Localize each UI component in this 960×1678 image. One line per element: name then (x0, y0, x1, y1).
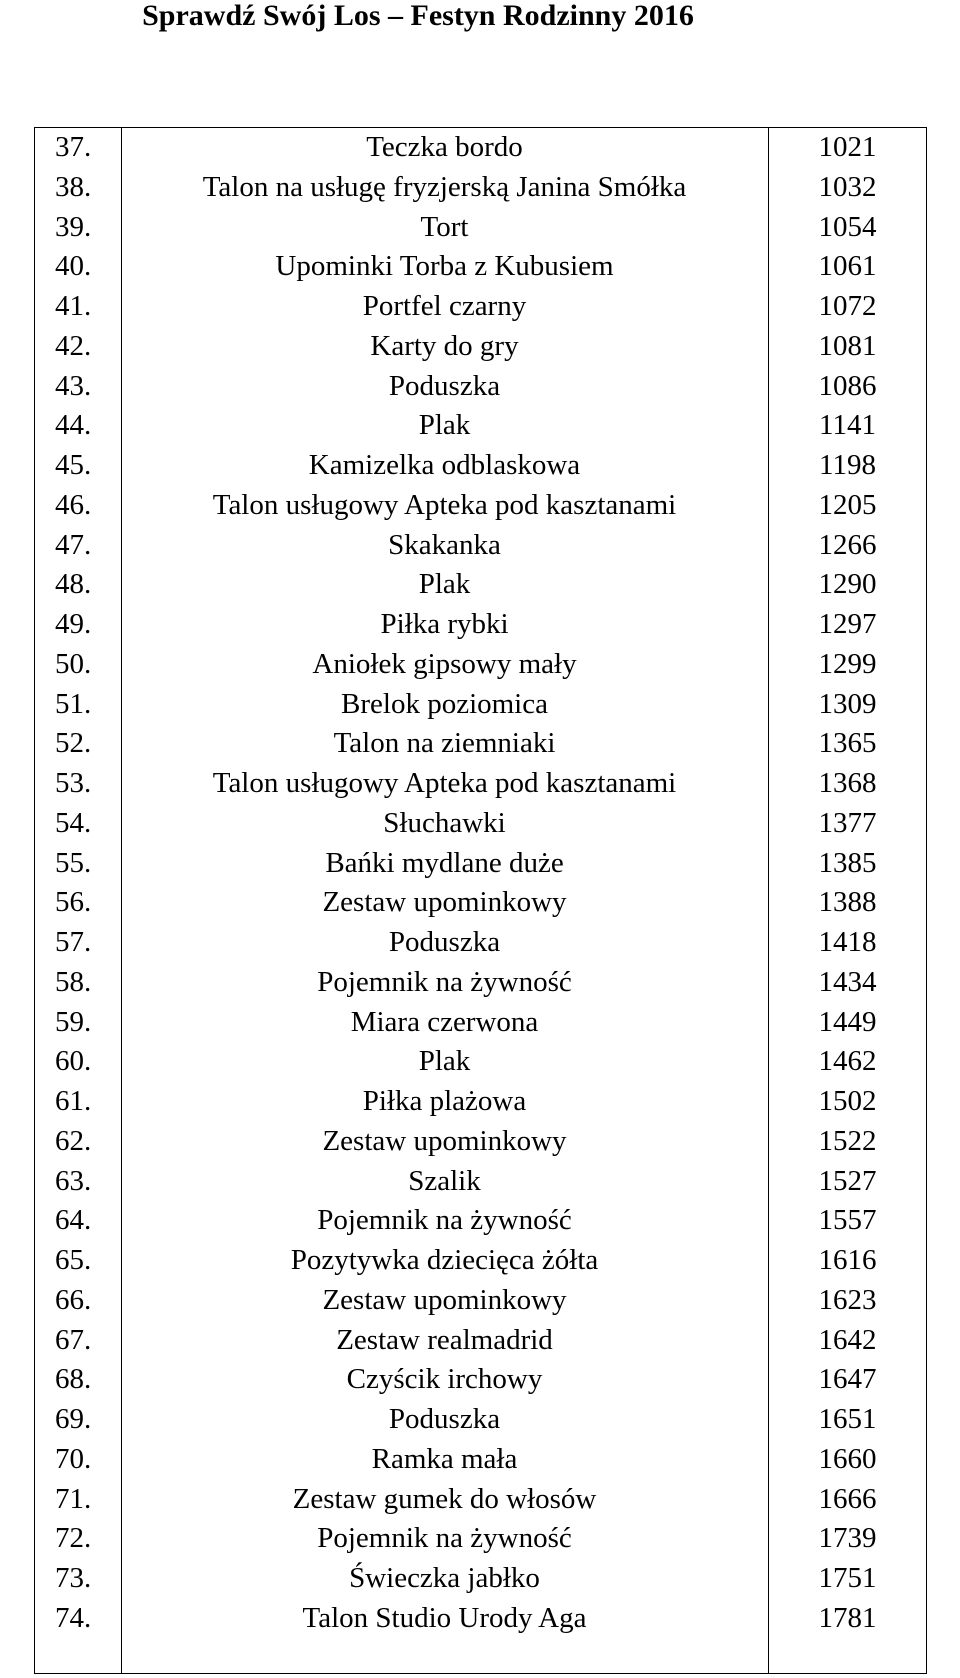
row-number: 66. (55, 1283, 92, 1316)
row-number: 53. (55, 767, 92, 799)
table-row (34, 208, 927, 248)
ticket-number: 1522 (818, 1124, 877, 1157)
ticket-number: 1309 (818, 687, 877, 720)
ticket-number: 1297 (818, 608, 877, 640)
ticket-number: 1739 (818, 1522, 877, 1555)
ticket-number: 1290 (818, 568, 877, 601)
prize-name: Poduszka (388, 369, 501, 402)
prize-name: Aniołek gipsowy mały (312, 647, 577, 680)
table-row (34, 804, 927, 844)
prize-name: Zestaw upominkowy (322, 886, 567, 919)
prize-name: Plak (418, 409, 471, 442)
ticket-number: 1385 (818, 846, 877, 879)
row-number: 65. (55, 1244, 92, 1276)
row-number: 61. (55, 1085, 92, 1117)
ticket-number: 1141 (819, 409, 876, 442)
row-number: 41. (55, 290, 92, 322)
row-number: 45. (55, 449, 92, 481)
prize-name: Zestaw upominkowy (322, 1283, 567, 1316)
prize-name: Plak (418, 1045, 471, 1078)
prize-name: Piłka plażowa (362, 1085, 527, 1117)
row-number: 73. (55, 1562, 92, 1594)
table-row (34, 247, 927, 287)
row-number: 63. (55, 1164, 92, 1197)
row-number: 58. (55, 965, 92, 998)
row-number: 39. (55, 210, 92, 243)
prize-name: Poduszka (388, 1403, 501, 1435)
table-row (34, 1321, 927, 1361)
prize-name: Plak (418, 568, 471, 601)
ticket-number: 1616 (818, 1244, 877, 1276)
prize-name: Słuchawki (383, 806, 506, 839)
ticket-number: 1751 (818, 1562, 877, 1594)
row-number: 64. (55, 1204, 92, 1237)
table-row (34, 1440, 927, 1480)
table-row (34, 128, 927, 168)
ticket-number: 1388 (818, 886, 877, 919)
row-number: 69. (55, 1403, 92, 1435)
row-number: 74. (55, 1601, 92, 1634)
prize-name: Skakanka (388, 528, 501, 561)
table-row (34, 406, 927, 446)
ticket-number: 1502 (818, 1085, 877, 1117)
table-row (34, 1042, 927, 1082)
row-number: 43. (55, 369, 92, 402)
ticket-number: 1032 (818, 170, 877, 203)
table-row (34, 168, 927, 208)
prize-name: Szalik (408, 1164, 481, 1197)
row-number: 55. (55, 846, 92, 879)
table-row (34, 1082, 927, 1122)
table-row (34, 1599, 927, 1639)
prize-name: Zestaw realmadrid (336, 1323, 553, 1356)
prize-name: Karty do gry (370, 329, 519, 362)
ticket-number: 1054 (818, 210, 877, 243)
row-number: 44. (55, 409, 92, 442)
prize-name: Tort (420, 210, 469, 243)
row-number: 56. (55, 886, 92, 919)
table-row (34, 486, 927, 526)
prize-name: Upominki Torba z Kubusiem (275, 250, 614, 283)
table-row (34, 1400, 927, 1440)
ticket-number: 1449 (818, 1005, 877, 1038)
table-row (34, 1281, 927, 1321)
table-row (34, 1241, 927, 1281)
prize-name: Świeczka jabłko (349, 1562, 540, 1594)
ticket-number: 1205 (818, 488, 877, 521)
row-number: 37. (55, 131, 92, 163)
ticket-number: 1377 (818, 806, 877, 839)
row-number: 67. (55, 1323, 92, 1356)
table-row (34, 724, 927, 764)
row-number: 50. (55, 647, 92, 680)
prize-name: Miara czerwona (350, 1005, 539, 1038)
table-row (34, 923, 927, 963)
prize-name: Zestaw gumek do włosów (292, 1482, 597, 1515)
row-number: 40. (55, 250, 92, 283)
row-number: 72. (55, 1522, 92, 1555)
table-row (34, 1003, 927, 1043)
table-row (34, 367, 927, 407)
ticket-number: 1660 (818, 1442, 877, 1475)
row-number: 52. (55, 727, 92, 760)
prize-name: Bańki mydlane duże (325, 846, 564, 879)
ticket-number: 1781 (818, 1601, 877, 1634)
ticket-number: 1365 (818, 727, 877, 760)
ticket-number: 1651 (818, 1403, 877, 1435)
prize-name: Teczka bordo (366, 131, 523, 163)
table-row (34, 963, 927, 1003)
ticket-number: 1418 (818, 926, 877, 958)
ticket-number: 1642 (818, 1323, 877, 1356)
row-number: 47. (55, 528, 92, 561)
ticket-number: 1647 (818, 1363, 877, 1396)
row-number: 48. (55, 568, 92, 601)
prize-name: Pozytywka dziecięca żółta (290, 1244, 599, 1276)
table-row (34, 565, 927, 605)
row-number: 54. (55, 806, 92, 839)
prize-name: Talon Studio Urody Aga (302, 1601, 587, 1634)
table-row (34, 605, 927, 645)
table-row (34, 1162, 927, 1202)
table-row (34, 446, 927, 486)
ticket-number: 1557 (818, 1204, 877, 1237)
table-row (34, 764, 927, 804)
prize-name: Pojemnik na żywność (317, 1522, 572, 1555)
ticket-number: 1368 (818, 767, 877, 799)
ticket-number: 1061 (818, 250, 877, 283)
prize-name: Ramka mała (371, 1442, 518, 1475)
table-row (34, 1122, 927, 1162)
row-number: 70. (55, 1442, 92, 1475)
row-number: 51. (55, 687, 92, 720)
prize-name: Piłka rybki (380, 608, 509, 640)
row-number: 42. (55, 329, 92, 362)
ticket-number: 1299 (818, 647, 877, 680)
table-row (34, 685, 927, 725)
table-row (34, 645, 927, 685)
ticket-number: 1666 (818, 1482, 877, 1515)
prize-name: Talon na ziemniaki (333, 727, 556, 760)
table-row (34, 1519, 927, 1559)
table-row (34, 327, 927, 367)
document-title: Sprawdź Swój Los – Festyn Rodzinny 2016 (142, 0, 694, 32)
ticket-number: 1081 (818, 329, 877, 362)
row-number: 59. (55, 1005, 92, 1038)
ticket-number: 1623 (818, 1283, 877, 1316)
prize-name: Talon na usługę fryzjerską Janina Smółka (202, 170, 687, 203)
table-row (34, 526, 927, 566)
table-row (34, 1559, 927, 1599)
table-row (34, 1360, 927, 1400)
ticket-number: 1434 (818, 965, 877, 998)
prize-name: Pojemnik na żywność (317, 1204, 572, 1237)
table-row (34, 883, 927, 923)
row-number: 71. (55, 1482, 92, 1515)
ticket-number: 1072 (818, 290, 877, 322)
row-number: 62. (55, 1124, 92, 1157)
table-row (34, 287, 927, 327)
prize-name: Pojemnik na żywność (317, 965, 572, 998)
row-number: 49. (55, 608, 92, 640)
prize-name: Kamizelka odblaskowa (308, 449, 581, 481)
prize-name: Czyścik irchowy (346, 1363, 543, 1396)
row-number: 68. (55, 1363, 92, 1396)
ticket-number: 1198 (819, 449, 876, 481)
prize-table (34, 128, 927, 1639)
ticket-number: 1462 (818, 1045, 877, 1078)
ticket-number: 1086 (818, 369, 877, 402)
prize-name: Talon usługowy Apteka pod kasztanami (212, 488, 677, 521)
prize-name: Poduszka (388, 926, 501, 958)
row-number: 60. (55, 1045, 92, 1078)
prize-name: Portfel czarny (362, 290, 527, 322)
row-number: 38. (55, 170, 92, 203)
table-row (34, 1201, 927, 1241)
ticket-number: 1527 (818, 1164, 877, 1197)
row-number: 57. (55, 926, 92, 958)
table-row (34, 1480, 927, 1520)
ticket-number: 1021 (818, 131, 877, 163)
prize-name: Zestaw upominkowy (322, 1124, 567, 1157)
row-number: 46. (55, 488, 92, 521)
prize-name: Brelok poziomica (341, 687, 548, 720)
prize-name: Talon usługowy Apteka pod kasztanami (212, 767, 677, 799)
ticket-number: 1266 (818, 528, 877, 561)
table-row (34, 844, 927, 884)
